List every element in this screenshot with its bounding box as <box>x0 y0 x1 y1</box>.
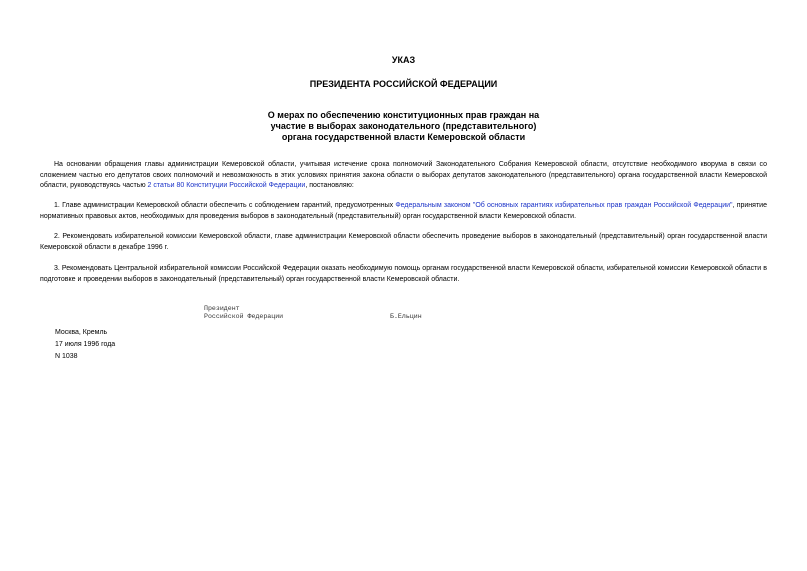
clause-1-paragraph <box>40 201 767 222</box>
federal-law-link[interactable]: Федеральным законом "Об основных гарантиях избирательных прав граждан Российской Федерации" <box>395 202 733 209</box>
clause-1-ending: , принятие нормативных правовых актов, необходимых для проведения выборов в законодательный (представительный) орган государственной власти Кемеровской области. <box>40 202 767 220</box>
issuer-title: ПРЕЗИДЕНТА РОССИЙСКОЙ ФЕДЕРАЦИИ <box>309 79 498 89</box>
footer-number: N 1038 <box>55 353 78 360</box>
subtitle-line-1: О мерах по обеспечению конституционных прав граждан на <box>267 110 540 120</box>
clause-1-text: 1. Главе администрации Кемеровской области обеспечить с соблюдением гарантий, предусмотренных <box>54 202 396 209</box>
subtitle-line-3: органа государственной власти Кемеровской области <box>281 132 526 142</box>
document-type-title: УКАЗ <box>391 55 416 65</box>
signature-position-line-1: Президент <box>204 305 240 312</box>
preamble-text: На основании обращения главы администрации Кемеровской области, учитывая истечение срока полномочий Законодательного Собрания Кемеровской области, отсутствие необходимого кворума в связи со сложением частью его депутатов своих полномочий и невозможность в этих условиях принятия закона области о выборах депутатов законодательного (представительного) органа государственной власти Кемеровской области, руководствуясь частью <box>40 161 767 189</box>
constitution-link[interactable]: 2 статьи 80 Конституции Российской Федерации <box>147 182 306 189</box>
clause-3-paragraph: 3. Рекомендовать Центральной избирательной комиссии Российской Федерации оказать необходимую помощь органам государственной власти Кемеровской области, избирательной комиссии Кемеровской области в подготовке и проведении выборов в законодательный (представительный) орган государственной власти Кемеровской области. <box>40 265 767 283</box>
subtitle-line-2: участие в выборах законодательного (представительного) <box>270 121 537 131</box>
clause-2-paragraph: 2. Рекомендовать избирательной комиссии Кемеровской области, главе администрации Кемеровской области обеспечить проведение выборов в законодательный (представительный) орган государственной власти Кемеровской области в декабре 1996 г. <box>40 233 767 251</box>
signature-position-line-2: Российской Федерации <box>204 313 284 320</box>
footer-date: 17 июля 1996 года <box>55 341 116 348</box>
signature-name: Б.Ельцин <box>390 313 422 320</box>
footer-place: Москва, Кремль <box>55 329 108 336</box>
preamble-ending: , постановляю: <box>305 182 354 189</box>
preamble-paragraph <box>40 160 767 192</box>
